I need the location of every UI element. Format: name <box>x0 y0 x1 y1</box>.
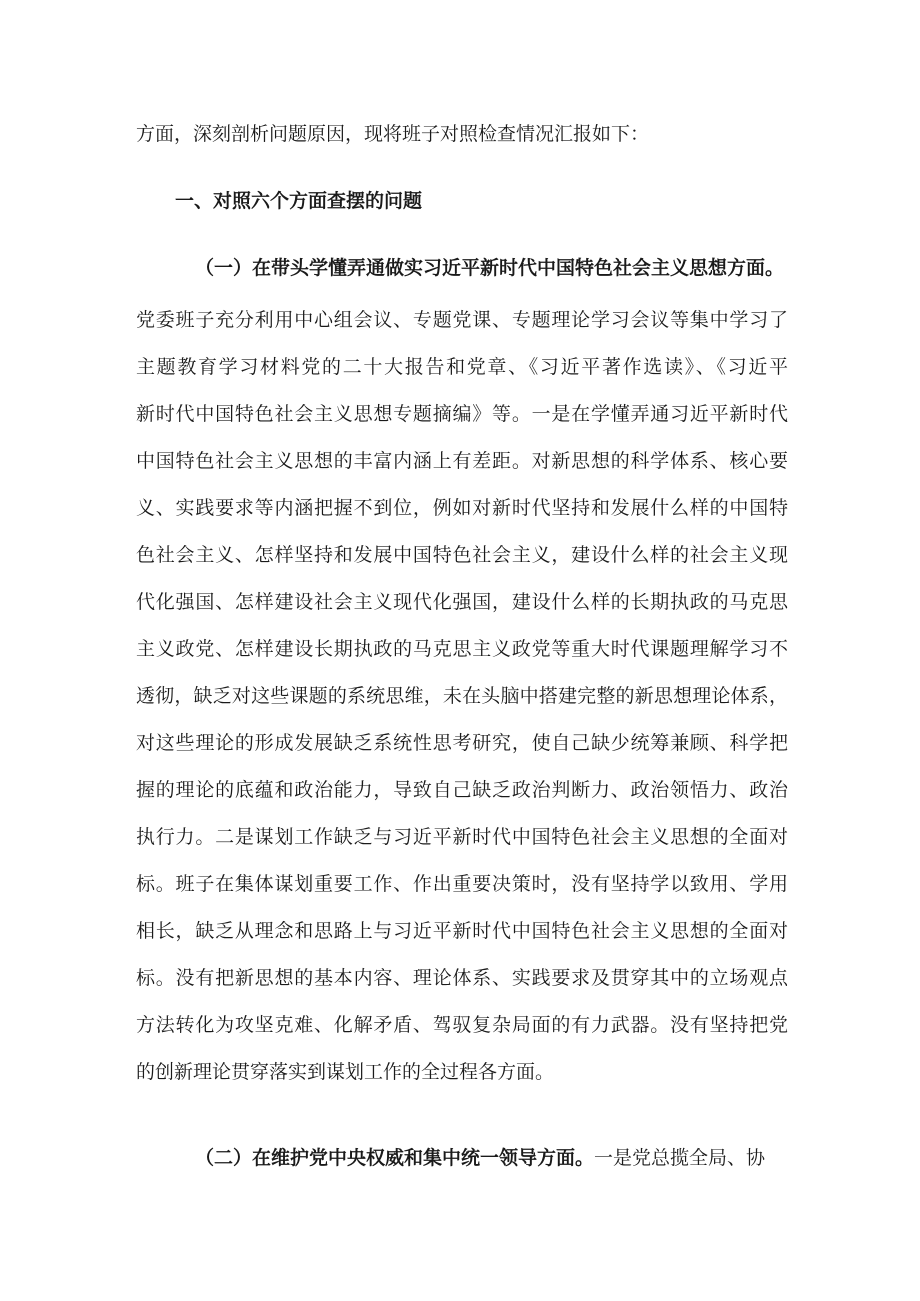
paragraph-line: 党委班子充分利用中心组会议、专题党课、专题理论学习会议等集中学习了 <box>136 309 788 331</box>
paragraph-line: 色社会主义、怎样坚持和发展中国特色社会主义，建设什么样的社会主义现 <box>136 544 788 566</box>
intro-line: 方面，深刻剖析问题原因，现将班子对照检查情况汇报如下： <box>136 123 650 145</box>
paragraph-line: 握的理论的底蕴和政治能力，导致自己缺乏政治判断力、政治领悟力、政治 <box>136 779 788 801</box>
paragraph-line: 相长，缺乏从理念和思路上与习近平新时代中国特色社会主义思想的全面对 <box>136 920 788 942</box>
paragraph-line: 执行力。二是谋划工作缺乏与习近平新时代中国特色社会主义思想的全面对 <box>136 826 788 848</box>
paragraph-line: 代化强国、怎样建设社会主义现代化强国，建设什么样的长期执政的马克思 <box>136 591 788 613</box>
paragraph-line: 中国特色社会主义思想的丰富内涵上有差距。对新思想的科学体系、核心要 <box>136 450 788 472</box>
paragraph-line: 新时代中国特色社会主义思想专题摘编》等。一是在学懂弄通习近平新时代 <box>136 403 788 425</box>
subsection-2-line <box>195 1146 788 1170</box>
subsection-heading-2: （二）在维护党中央权威和集中统一领导方面。 <box>195 1147 595 1169</box>
subsection-2-continuation: 一是党总揽全局、协 <box>594 1147 766 1169</box>
subsection-heading-1: （一）在带头学懂弄通做实习近平新时代中国特色社会主义思想方面。 <box>195 257 785 279</box>
paragraph-line: 义、实践要求等内涵把握不到位，例如对新时代坚持和发展什么样的中国特 <box>136 497 788 519</box>
paragraph-line: 标。班子在集体谋划重要工作、作出重要决策时，没有坚持学以致用、学用 <box>136 873 788 895</box>
paragraph-line: 主义政党、怎样建设长期执政的马克思主义政党等重大时代课题理解学习不 <box>136 638 788 660</box>
paragraph-line: 方法转化为攻坚克难、化解矛盾、驾驭复杂局面的有力武器。没有坚持把党 <box>136 1014 788 1036</box>
paragraph-line: 标。没有把新思想的基本内容、理论体系、实践要求及贯穿其中的立场观点 <box>136 967 788 989</box>
section-title: 一、对照六个方面查摆的问题 <box>175 190 423 212</box>
paragraph-line: 主题教育学习材料党的二十大报告和党章、《习近平著作选读》、《习近平 <box>136 356 788 378</box>
paragraph-line: 透彻，缺乏对这些课题的系统思维，未在头脑中搭建完整的新思想理论体系， <box>136 685 788 707</box>
paragraph-line: 对这些理论的形成发展缺乏系统性思考研究，使自己缺少统筹兼顾、科学把 <box>136 732 788 754</box>
paragraph-line: 的创新理论贯穿落实到谋划工作的全过程各方面。 <box>136 1061 555 1083</box>
